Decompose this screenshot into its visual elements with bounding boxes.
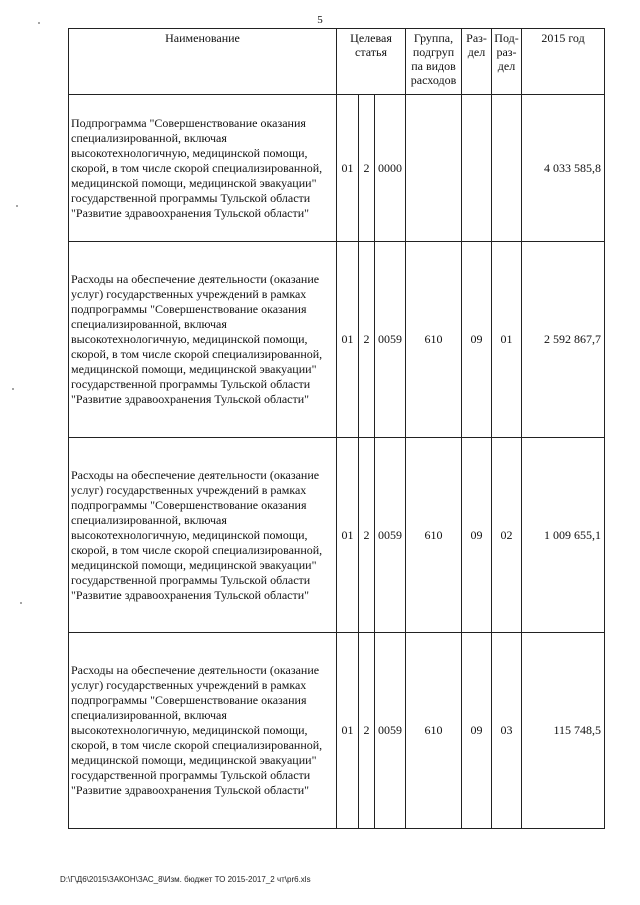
row-section: 09 <box>462 438 492 633</box>
scan-speck <box>12 388 14 390</box>
row-amount-2015: 115 748,5 <box>522 633 605 829</box>
row-direction-code: 0059 <box>375 438 406 633</box>
header-section: Раз- дел <box>462 29 492 95</box>
row-amount-2015: 1 009 655,1 <box>522 438 605 633</box>
budget-table <box>68 28 605 829</box>
row-expense-group: 610 <box>406 633 462 829</box>
row-subprogram-code: 2 <box>359 95 375 242</box>
row-subsection: 02 <box>492 438 522 633</box>
row-subsection <box>492 95 522 242</box>
table-row <box>69 95 605 242</box>
row-subprogram-code: 2 <box>359 438 375 633</box>
table-row <box>69 633 605 829</box>
row-expense-group <box>406 95 462 242</box>
table-row <box>69 242 605 438</box>
footer-file-path: D:\Г\Д6\2015\ЗАКОН\ЗАС_8\Изм. бюджет ТО 2015-2017_2 чт\pr6.xls <box>60 875 311 884</box>
row-amount-2015: 2 592 867,7 <box>522 242 605 438</box>
row-subsection: 03 <box>492 633 522 829</box>
row-subprogram-code: 2 <box>359 633 375 829</box>
header-row <box>69 29 605 95</box>
row-section: 09 <box>462 242 492 438</box>
row-name: Расходы на обеспечение деятельности (оказание услуг) государственных учреждений в рамках подпрограммы "Совершенствование оказания специализированной, включая высокотехнологичную, медицинской помощи, скорой, в том числе скорой специализированной, медицинской помощи, медицинской эвакуации" государственной программы Тульской области "Развитие здравоохранения Тульской области" <box>69 438 337 633</box>
row-program-code: 01 <box>337 95 359 242</box>
row-name: Подпрограмма "Совершенствование оказания специализированной, включая высокотехнологичную, медицинской помощи, скорой, в том числе скорой специализированной, медицинской помощи, медицинской эвакуации" государственной программы Тульской области "Развитие здравоохранения Тульской области" <box>69 95 337 242</box>
scan-speck <box>38 22 40 24</box>
header-subsection: Под- раз- дел <box>492 29 522 95</box>
row-section: 09 <box>462 633 492 829</box>
row-direction-code: 0000 <box>375 95 406 242</box>
row-name: Расходы на обеспечение деятельности (оказание услуг) государственных учреждений в рамках подпрограммы "Совершенствование оказания специализированной, включая высокотехнологичную, медицинской помощи, скорой, в том числе скорой специализированной, медицинской помощи, медицинской эвакуации" государственной программы Тульской области "Развитие здравоохранения Тульской области" <box>69 242 337 438</box>
table-row <box>69 438 605 633</box>
header-name: Наименование <box>69 29 337 95</box>
row-program-code: 01 <box>337 633 359 829</box>
row-program-code: 01 <box>337 438 359 633</box>
row-program-code: 01 <box>337 242 359 438</box>
row-name: Расходы на обеспечение деятельности (оказание услуг) государственных учреждений в рамках подпрограммы "Совершенствование оказания специализированной, включая высокотехнологичную, медицинской помощи, скорой, в том числе скорой специализированной, медицинской помощи, медицинской эвакуации" государственной программы Тульской области "Развитие здравоохранения Тульской области" <box>69 633 337 829</box>
scan-speck <box>20 602 22 604</box>
page-number: 5 <box>317 14 323 26</box>
row-direction-code: 0059 <box>375 242 406 438</box>
header-expense-group: Группа, подгруп па видов расходов <box>406 29 462 95</box>
header-year-2015: 2015 год <box>522 29 605 95</box>
row-section <box>462 95 492 242</box>
scan-speck <box>16 205 18 207</box>
row-expense-group: 610 <box>406 438 462 633</box>
header-target-article: Целевая статья <box>337 29 406 95</box>
row-amount-2015: 4 033 585,8 <box>522 95 605 242</box>
row-expense-group: 610 <box>406 242 462 438</box>
row-subsection: 01 <box>492 242 522 438</box>
row-subprogram-code: 2 <box>359 242 375 438</box>
row-direction-code: 0059 <box>375 633 406 829</box>
